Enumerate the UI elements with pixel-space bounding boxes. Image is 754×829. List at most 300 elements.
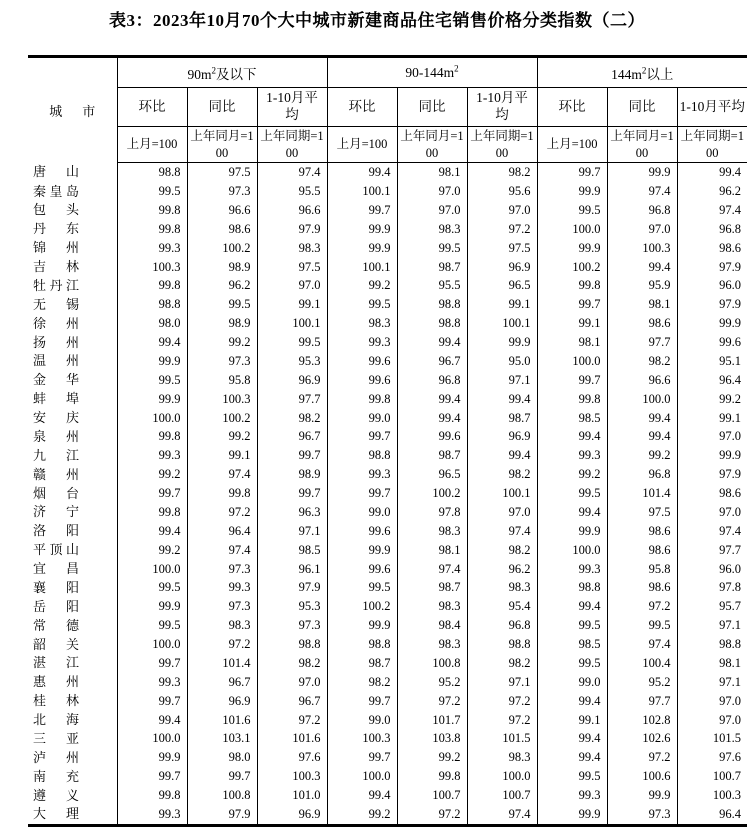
value-cell: 100.0	[607, 390, 677, 409]
value-cell: 98.9	[257, 465, 327, 484]
city-cell	[28, 786, 117, 805]
value-cell: 97.8	[677, 578, 747, 597]
value-cell: 97.9	[257, 220, 327, 239]
value-cell: 99.7	[327, 748, 397, 767]
value-cell: 99.7	[117, 654, 187, 673]
city-cell	[28, 673, 117, 692]
city-cell	[28, 352, 117, 371]
value-cell: 96.6	[187, 201, 257, 220]
value-cell: 97.4	[257, 163, 327, 182]
city-name: 无锡	[33, 296, 79, 312]
value-cell: 99.1	[537, 710, 607, 729]
value-cell: 99.4	[537, 729, 607, 748]
city-cell	[28, 182, 117, 201]
value-cell: 99.9	[607, 786, 677, 805]
value-cell: 97.5	[187, 163, 257, 182]
value-cell: 97.2	[607, 597, 677, 616]
table-row	[28, 673, 747, 692]
value-cell: 97.5	[607, 503, 677, 522]
value-cell: 95.4	[467, 597, 537, 616]
value-cell: 99.3	[187, 578, 257, 597]
city-name: 九江	[33, 447, 79, 463]
city-name: 遵义	[33, 787, 79, 803]
city-cell	[28, 597, 117, 616]
value-cell: 99.5	[607, 616, 677, 635]
value-cell: 97.1	[677, 673, 747, 692]
city-name: 金华	[33, 372, 79, 388]
value-cell: 98.7	[397, 257, 467, 276]
table-row	[28, 748, 747, 767]
city-name: 唐山	[33, 164, 79, 180]
metric-mom: 环比	[537, 88, 607, 127]
value-cell: 96.8	[607, 465, 677, 484]
base-same-period: 上年同期=1 00	[467, 127, 537, 163]
value-cell: 98.1	[397, 163, 467, 182]
value-cell: 97.0	[397, 201, 467, 220]
value-cell: 99.7	[117, 484, 187, 503]
city-cell	[28, 748, 117, 767]
value-cell: 97.4	[397, 559, 467, 578]
value-cell: 100.0	[537, 352, 607, 371]
value-cell: 98.2	[467, 465, 537, 484]
value-cell: 97.2	[187, 635, 257, 654]
value-cell: 96.9	[257, 371, 327, 390]
value-cell: 96.7	[187, 673, 257, 692]
value-cell: 96.0	[677, 559, 747, 578]
value-cell: 98.2	[607, 352, 677, 371]
value-cell: 99.8	[187, 484, 257, 503]
city-name: 北海	[33, 712, 79, 728]
table-row	[28, 578, 747, 597]
city-cell	[28, 503, 117, 522]
value-cell: 100.7	[677, 767, 747, 786]
value-cell: 97.1	[467, 673, 537, 692]
value-cell: 97.7	[677, 541, 747, 560]
value-cell: 99.3	[117, 239, 187, 258]
value-cell: 98.8	[467, 635, 537, 654]
city-name: 泸州	[33, 749, 79, 765]
value-cell: 97.4	[187, 465, 257, 484]
table-row	[28, 371, 747, 390]
value-cell: 99.4	[117, 522, 187, 541]
value-cell: 96.8	[677, 220, 747, 239]
value-cell: 99.5	[537, 767, 607, 786]
value-cell: 96.7	[257, 427, 327, 446]
value-cell: 99.7	[117, 767, 187, 786]
city-name: 徐州	[33, 315, 79, 331]
city-cell	[28, 276, 117, 295]
table-row	[28, 522, 747, 541]
value-cell: 96.2	[677, 182, 747, 201]
value-cell: 97.3	[187, 597, 257, 616]
header-row-bases	[28, 127, 747, 163]
header-row-groups	[28, 57, 747, 88]
value-cell: 99.9	[117, 390, 187, 409]
city-label: 城市	[49, 103, 96, 119]
value-cell: 96.6	[257, 201, 327, 220]
city-name: 扬州	[33, 334, 79, 350]
city-cell	[28, 729, 117, 748]
value-cell: 99.3	[537, 446, 607, 465]
value-cell: 99.5	[117, 371, 187, 390]
value-cell: 99.9	[537, 522, 607, 541]
value-cell: 99.9	[607, 163, 677, 182]
value-cell: 97.1	[467, 371, 537, 390]
value-cell: 99.6	[327, 522, 397, 541]
value-cell: 99.9	[537, 182, 607, 201]
value-cell: 99.3	[117, 446, 187, 465]
value-cell: 99.2	[537, 465, 607, 484]
value-cell: 97.0	[467, 201, 537, 220]
value-cell: 98.1	[607, 295, 677, 314]
value-cell: 98.8	[327, 635, 397, 654]
value-cell: 97.2	[467, 692, 537, 711]
group-header-90-144: $90-144m^2$	[327, 57, 537, 88]
city-name: 济宁	[33, 504, 79, 520]
value-cell: 95.3	[257, 352, 327, 371]
city-cell	[28, 559, 117, 578]
table-row	[28, 786, 747, 805]
value-cell: 99.4	[607, 408, 677, 427]
table-row	[28, 182, 747, 201]
value-cell: 95.8	[607, 559, 677, 578]
value-cell: 97.0	[607, 220, 677, 239]
city-name: 韶关	[33, 636, 79, 652]
city-cell	[28, 616, 117, 635]
value-cell: 98.8	[257, 635, 327, 654]
value-cell: 98.3	[257, 239, 327, 258]
value-cell: 98.6	[607, 541, 677, 560]
value-cell: 99.4	[397, 408, 467, 427]
table-row	[28, 503, 747, 522]
value-cell: 101.5	[677, 729, 747, 748]
value-cell: 99.5	[187, 295, 257, 314]
value-cell: 97.8	[397, 503, 467, 522]
city-name: 南充	[33, 768, 79, 784]
table-row	[28, 333, 747, 352]
value-cell: 98.1	[537, 333, 607, 352]
value-cell: 97.9	[677, 295, 747, 314]
value-cell: 97.4	[677, 201, 747, 220]
value-cell: 99.4	[607, 257, 677, 276]
value-cell: 98.8	[677, 635, 747, 654]
value-cell: 100.0	[537, 220, 607, 239]
value-cell: 99.3	[327, 465, 397, 484]
city-cell	[28, 805, 117, 825]
value-cell: 100.2	[187, 408, 257, 427]
value-cell: 97.0	[257, 673, 327, 692]
value-cell: 99.8	[117, 220, 187, 239]
value-cell: 96.7	[397, 352, 467, 371]
table-row	[28, 257, 747, 276]
value-cell: 96.9	[257, 805, 327, 825]
value-cell: 97.7	[607, 692, 677, 711]
value-cell: 101.0	[257, 786, 327, 805]
value-cell: 100.3	[257, 767, 327, 786]
city-name: 岳阳	[33, 598, 79, 614]
table-row	[28, 239, 747, 258]
table-row	[28, 295, 747, 314]
base-same-period: 上年同期=1 00	[257, 127, 327, 163]
value-cell: 100.2	[327, 597, 397, 616]
value-cell: 97.4	[187, 541, 257, 560]
value-cell: 96.5	[397, 465, 467, 484]
city-cell	[28, 654, 117, 673]
value-cell: 98.2	[257, 654, 327, 673]
value-cell: 99.6	[327, 352, 397, 371]
value-cell: 98.3	[397, 635, 467, 654]
value-cell: 99.9	[117, 748, 187, 767]
value-cell: 97.4	[467, 522, 537, 541]
value-cell: 98.2	[467, 163, 537, 182]
city-name: 泉州	[33, 428, 79, 444]
value-cell: 97.9	[257, 578, 327, 597]
base-prev-month: 上月=100	[537, 127, 607, 163]
value-cell: 96.9	[467, 257, 537, 276]
value-cell: 102.8	[607, 710, 677, 729]
superscript: 2	[641, 65, 647, 75]
city-name: 大理	[33, 806, 79, 822]
value-cell: 98.6	[677, 239, 747, 258]
city-cell	[28, 314, 117, 333]
value-cell: 99.2	[397, 748, 467, 767]
base-prev-month: 上月=100	[327, 127, 397, 163]
value-cell: 98.3	[327, 314, 397, 333]
value-cell: 97.2	[467, 710, 537, 729]
value-cell: 101.5	[467, 729, 537, 748]
city-name: 襄阳	[33, 579, 79, 595]
value-cell: 97.2	[467, 220, 537, 239]
value-cell: 98.3	[397, 597, 467, 616]
value-cell: 95.8	[187, 371, 257, 390]
value-cell: 100.1	[467, 484, 537, 503]
value-cell: 99.6	[327, 559, 397, 578]
value-cell: 99.6	[397, 427, 467, 446]
value-cell: 99.4	[117, 710, 187, 729]
value-cell: 99.8	[117, 427, 187, 446]
value-cell: 99.7	[117, 692, 187, 711]
value-cell: 98.2	[257, 408, 327, 427]
value-cell: 99.5	[537, 484, 607, 503]
city-cell	[28, 201, 117, 220]
value-cell: 99.8	[327, 390, 397, 409]
value-cell: 100.0	[117, 559, 187, 578]
table-row	[28, 541, 747, 560]
value-cell: 98.9	[187, 314, 257, 333]
city-cell	[28, 257, 117, 276]
value-cell: 96.4	[677, 805, 747, 825]
value-cell: 99.7	[537, 371, 607, 390]
value-cell: 95.1	[677, 352, 747, 371]
city-name: 丹东	[33, 221, 79, 237]
value-cell: 97.3	[607, 805, 677, 825]
city-name: 安庆	[33, 410, 79, 426]
table-row	[28, 710, 747, 729]
value-cell: 97.2	[397, 805, 467, 825]
value-cell: 98.1	[677, 654, 747, 673]
value-cell: 97.0	[467, 503, 537, 522]
value-cell: 99.9	[537, 805, 607, 825]
city-name: 常德	[33, 617, 79, 633]
value-cell: 98.8	[327, 446, 397, 465]
table-row	[28, 465, 747, 484]
value-cell: 98.0	[187, 748, 257, 767]
value-cell: 98.3	[397, 220, 467, 239]
metric-yoy: 同比	[397, 88, 467, 127]
value-cell: 98.7	[327, 654, 397, 673]
value-cell: 99.0	[327, 408, 397, 427]
value-cell: 96.6	[607, 371, 677, 390]
base-same-month: 上年同月=1 00	[397, 127, 467, 163]
city-name: 锦州	[33, 240, 79, 256]
table-row	[28, 729, 747, 748]
value-cell: 97.1	[257, 522, 327, 541]
value-cell: 95.5	[257, 182, 327, 201]
value-cell: 99.9	[537, 239, 607, 258]
value-cell: 98.5	[257, 541, 327, 560]
value-cell: 99.8	[117, 201, 187, 220]
table-row	[28, 484, 747, 503]
header-row-metrics	[28, 88, 747, 127]
value-cell: 99.9	[677, 446, 747, 465]
value-cell: 96.8	[397, 371, 467, 390]
city-name: 赣州	[33, 466, 79, 482]
city-name: 平顶山	[33, 542, 79, 558]
table-row	[28, 654, 747, 673]
value-cell: 99.7	[327, 427, 397, 446]
value-cell: 97.3	[187, 182, 257, 201]
value-cell: 99.1	[187, 446, 257, 465]
value-cell: 99.9	[117, 597, 187, 616]
value-cell: 99.9	[117, 352, 187, 371]
value-cell: 98.5	[537, 408, 607, 427]
table-row	[28, 767, 747, 786]
city-cell	[28, 484, 117, 503]
value-cell: 103.1	[187, 729, 257, 748]
table-row	[28, 446, 747, 465]
value-cell: 99.1	[677, 408, 747, 427]
value-cell: 99.8	[117, 276, 187, 295]
value-cell: 97.0	[677, 692, 747, 711]
value-cell: 96.9	[187, 692, 257, 711]
value-cell: 100.0	[537, 541, 607, 560]
value-cell: 97.1	[677, 616, 747, 635]
city-cell	[28, 333, 117, 352]
value-cell: 100.3	[327, 729, 397, 748]
table-row	[28, 692, 747, 711]
value-cell: 100.1	[327, 182, 397, 201]
value-cell: 97.5	[257, 257, 327, 276]
city-name: 秦皇岛	[33, 183, 79, 199]
value-cell: 99.7	[187, 767, 257, 786]
value-cell: 100.6	[607, 767, 677, 786]
value-cell: 99.7	[257, 446, 327, 465]
value-cell: 99.3	[117, 673, 187, 692]
value-cell: 98.6	[187, 220, 257, 239]
value-cell: 99.5	[397, 239, 467, 258]
value-cell: 98.8	[397, 295, 467, 314]
table-row	[28, 352, 747, 371]
value-cell: 98.7	[397, 578, 467, 597]
value-cell: 97.5	[467, 239, 537, 258]
city-name: 宜昌	[33, 561, 79, 577]
value-cell: 101.4	[187, 654, 257, 673]
value-cell: 99.4	[397, 390, 467, 409]
value-cell: 97.9	[187, 805, 257, 825]
city-name: 湛江	[33, 655, 79, 671]
value-cell: 99.5	[117, 578, 187, 597]
value-cell: 98.2	[467, 541, 537, 560]
table-row	[28, 597, 747, 616]
city-name: 洛阳	[33, 523, 79, 539]
value-cell: 98.0	[117, 314, 187, 333]
value-cell: 99.4	[607, 427, 677, 446]
table-row	[28, 805, 747, 825]
city-name: 牡丹江	[33, 277, 79, 293]
value-cell: 98.2	[467, 654, 537, 673]
value-cell: 97.2	[397, 692, 467, 711]
value-cell: 99.5	[117, 182, 187, 201]
city-cell	[28, 710, 117, 729]
value-cell: 95.0	[467, 352, 537, 371]
value-cell: 99.4	[397, 333, 467, 352]
value-cell: 101.6	[257, 729, 327, 748]
city-cell	[28, 692, 117, 711]
value-cell: 100.4	[607, 654, 677, 673]
city-name: 惠州	[33, 674, 79, 690]
value-cell: 98.1	[397, 541, 467, 560]
value-cell: 97.9	[677, 465, 747, 484]
value-cell: 99.9	[327, 239, 397, 258]
value-cell: 99.2	[187, 427, 257, 446]
value-cell: 99.4	[327, 786, 397, 805]
value-cell: 96.3	[257, 503, 327, 522]
value-cell: 99.5	[327, 295, 397, 314]
value-cell: 96.8	[607, 201, 677, 220]
value-cell: 99.6	[327, 371, 397, 390]
table-row	[28, 427, 747, 446]
value-cell: 98.3	[467, 578, 537, 597]
value-cell: 98.8	[117, 163, 187, 182]
value-cell: 96.8	[467, 616, 537, 635]
value-cell: 98.5	[537, 635, 607, 654]
value-cell: 100.2	[397, 484, 467, 503]
value-cell: 97.6	[677, 748, 747, 767]
value-cell: 100.1	[467, 314, 537, 333]
city-cell	[28, 427, 117, 446]
value-cell: 99.4	[327, 163, 397, 182]
value-cell: 100.8	[187, 786, 257, 805]
value-cell: 97.2	[257, 710, 327, 729]
base-same-month: 上年同月=1 00	[607, 127, 677, 163]
superscript: 2	[454, 63, 459, 73]
value-cell: 99.6	[677, 333, 747, 352]
value-cell: 97.7	[257, 390, 327, 409]
value-cell: 99.1	[537, 314, 607, 333]
city-cell	[28, 635, 117, 654]
value-cell: 95.3	[257, 597, 327, 616]
value-cell: 95.9	[607, 276, 677, 295]
metric-yoy: 同比	[187, 88, 257, 127]
value-cell: 97.2	[187, 503, 257, 522]
value-cell: 97.4	[677, 522, 747, 541]
value-cell: 99.1	[257, 295, 327, 314]
value-cell: 99.3	[537, 786, 607, 805]
city-name: 桂林	[33, 693, 79, 709]
value-cell: 99.2	[607, 446, 677, 465]
metric-yoy: 同比	[607, 88, 677, 127]
value-cell: 100.0	[117, 729, 187, 748]
